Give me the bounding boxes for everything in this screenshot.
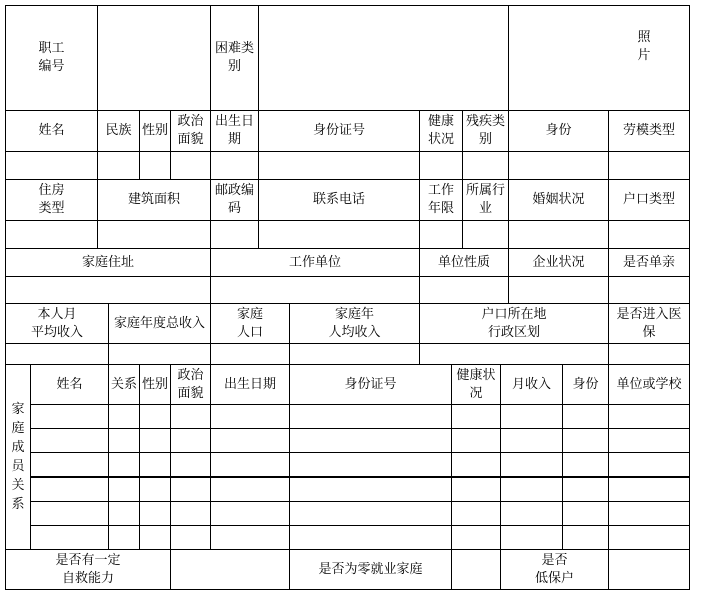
single-parent-header-text: 是否单亲: [622, 254, 675, 270]
family-id-number-field[interactable]: [289, 428, 452, 453]
industry-field[interactable]: [462, 220, 509, 249]
postal-code-field[interactable]: [210, 220, 259, 249]
model-worker-type-header-text: 劳模类型: [622, 123, 675, 138]
work-years-field[interactable]: [419, 220, 463, 249]
family-unit-or-school-field[interactable]: [608, 404, 690, 429]
hukou-type-field[interactable]: [608, 220, 690, 249]
family-unit-or-school-field[interactable]: [608, 452, 690, 477]
family-monthly-income-field[interactable]: [500, 501, 563, 526]
family-relation-header: [108, 364, 140, 405]
family-unit-or-school-field[interactable]: [608, 428, 690, 453]
family-identity-field[interactable]: [562, 525, 609, 550]
monthly-income-field[interactable]: [5, 343, 109, 365]
photo-box[interactable]: [508, 5, 690, 111]
employee-no-field[interactable]: [97, 5, 211, 111]
family-identity-field[interactable]: [562, 477, 609, 502]
single-parent-header: [608, 248, 690, 277]
family-id-number-field[interactable]: [289, 477, 452, 502]
zero-employment-field[interactable]: [451, 549, 501, 590]
family-gender-field[interactable]: [139, 525, 171, 550]
family-id-number-field[interactable]: [289, 452, 452, 477]
health-header: [419, 110, 463, 152]
family-monthly-income-header-text: 月收入: [511, 376, 551, 392]
family-birth-date-field[interactable]: [210, 525, 290, 550]
family-monthly-income-field[interactable]: [500, 477, 563, 502]
employer-nature-header: [419, 248, 509, 277]
family-identity-field[interactable]: [562, 404, 609, 429]
housing-type-header: [5, 179, 98, 221]
political-status-field[interactable]: [170, 151, 211, 180]
medical-insurance-header-text: 是否进入医 保: [616, 306, 682, 340]
family-relation-field[interactable]: [108, 477, 140, 502]
family-annual-income-header: [108, 303, 211, 344]
family-unit-or-school-header-text: 单位或学校: [616, 376, 682, 392]
medical-insurance-field[interactable]: [608, 343, 690, 365]
gender-header-text: 性别: [141, 123, 168, 138]
zero-employment-text: 是否为零就业家庭: [318, 561, 423, 577]
family-relation-header-text: 关系: [110, 376, 137, 392]
id-number-field[interactable]: [258, 151, 420, 180]
family-gender-header-text: 性别: [141, 376, 168, 392]
phone-field[interactable]: [258, 220, 420, 249]
family-health-field[interactable]: [451, 404, 501, 429]
id-number-header: [258, 110, 420, 152]
political-status-header: [170, 110, 211, 152]
difficulty-type-text: 困难类 别: [214, 41, 254, 74]
political-status-header-text: 政治 面貌: [177, 114, 204, 147]
industry-header-text: 所属行 业: [465, 183, 505, 216]
family-name-field[interactable]: [30, 452, 109, 477]
employee-no-label: [5, 5, 98, 111]
family-relation-field[interactable]: [108, 501, 140, 526]
health-field[interactable]: [419, 151, 463, 180]
self-rescue-label: [5, 549, 171, 590]
phone-header: [258, 179, 420, 221]
industry-header: [462, 179, 509, 221]
per-capita-income-header: [289, 303, 420, 344]
work-years-header: [419, 179, 463, 221]
family-health-field[interactable]: [451, 525, 501, 550]
company-status-header: [508, 248, 609, 277]
monthly-income-header: [5, 303, 109, 344]
family-relation-field[interactable]: [108, 428, 140, 453]
family-health-header-text: 健康状 况: [456, 367, 496, 401]
family-members-section-text: 家 庭 成 员 关 系: [11, 402, 25, 512]
hukou-district-header: [419, 303, 609, 344]
gender-field[interactable]: [139, 151, 171, 180]
building-area-header: [97, 179, 211, 221]
employee-no-text: 职工 编号: [38, 41, 65, 74]
difficulty-type-label: [210, 5, 259, 111]
health-header-text: 健康 状况: [427, 114, 454, 147]
company-status-field[interactable]: [508, 276, 609, 304]
postal-code-header-text: 邮政编 码: [214, 183, 254, 216]
hukou-type-header-text: 户口类型: [622, 192, 675, 207]
family-id-number-field[interactable]: [289, 501, 452, 526]
name-header: [5, 110, 98, 152]
family-political-status-field[interactable]: [170, 404, 211, 429]
family-monthly-income-field[interactable]: [500, 404, 563, 429]
work-years-header-text: 工作 年限: [427, 183, 454, 216]
low-income-field[interactable]: [608, 549, 690, 590]
photo-text: 照 片: [637, 30, 651, 63]
family-political-status-field[interactable]: [170, 452, 211, 477]
home-address-field[interactable]: [5, 276, 211, 304]
family-gender-field[interactable]: [139, 452, 171, 477]
family-id-number-field[interactable]: [289, 404, 452, 429]
family-birth-date-header: [210, 364, 290, 405]
postal-code-header: [210, 179, 259, 221]
family-political-status-field[interactable]: [170, 501, 211, 526]
ethnicity-field[interactable]: [97, 151, 140, 180]
family-gender-field[interactable]: [139, 404, 171, 429]
family-monthly-income-field[interactable]: [500, 525, 563, 550]
family-identity-field[interactable]: [562, 452, 609, 477]
housing-type-header-text: 住房 类型: [38, 183, 65, 216]
family-political-status-field[interactable]: [170, 428, 211, 453]
marital-status-header-text: 婚姻状况: [532, 192, 585, 207]
family-identity-field[interactable]: [562, 428, 609, 453]
medical-insurance-header: [608, 303, 690, 344]
low-income-label: [500, 549, 609, 590]
family-name-header: [30, 364, 109, 405]
id-number-header-text: 身份证号: [312, 123, 365, 138]
family-birth-date-field[interactable]: [210, 501, 290, 526]
self-rescue-text: 是否有一定 自救能力: [55, 552, 121, 586]
family-birth-date-field[interactable]: [210, 428, 290, 453]
home-address-header: [5, 248, 211, 277]
identity-field[interactable]: [508, 151, 609, 180]
family-identity-field[interactable]: [562, 501, 609, 526]
disability-type-field[interactable]: [462, 151, 509, 180]
family-birth-date-field[interactable]: [210, 452, 290, 477]
hukou-district-field[interactable]: [419, 343, 609, 365]
family-monthly-income-field[interactable]: [500, 428, 563, 453]
employer-header-text: 工作单位: [288, 254, 341, 270]
identity-header: [508, 110, 609, 152]
family-annual-income-header-text: 家庭年度总收入: [113, 315, 205, 331]
family-political-status-field[interactable]: [170, 525, 211, 550]
birth-date-header: [210, 110, 259, 152]
family-unit-or-school-header: [608, 364, 690, 405]
disability-type-header-text: 残疾类 别: [465, 114, 505, 147]
family-birth-date-header-text: 出生日期: [223, 376, 276, 392]
birth-date-header-text: 出生日 期: [214, 114, 254, 147]
company-status-header-text: 企业状况: [532, 254, 585, 270]
family-birth-date-field[interactable]: [210, 477, 290, 502]
family-unit-or-school-field[interactable]: [608, 477, 690, 502]
family-monthly-income-header: [500, 364, 563, 405]
family-political-status-header: [170, 364, 211, 405]
family-relation-field[interactable]: [108, 525, 140, 550]
family-political-status-field[interactable]: [170, 477, 211, 502]
hukou-district-header-text: 户口所在地 行政区划: [481, 306, 547, 340]
family-relation-field[interactable]: [108, 404, 140, 429]
family-birth-date-field[interactable]: [210, 404, 290, 429]
family-annual-income-field[interactable]: [108, 343, 211, 365]
ethnicity-header: [97, 110, 140, 152]
employer-header: [210, 248, 420, 277]
monthly-income-header-text: 本人月 平均收入: [30, 306, 83, 340]
birth-date-field[interactable]: [210, 151, 259, 180]
name-field[interactable]: [5, 151, 98, 180]
single-parent-field[interactable]: [608, 276, 690, 304]
per-capita-income-header-text: 家庭年 人均收入: [328, 306, 381, 340]
home-address-header-text: 家庭住址: [81, 254, 134, 270]
family-gender-field[interactable]: [139, 428, 171, 453]
family-gender-field[interactable]: [139, 501, 171, 526]
family-size-field[interactable]: [210, 343, 290, 365]
zero-employment-label: [289, 549, 452, 590]
family-size-header-text: 家庭 人口: [236, 306, 263, 340]
family-monthly-income-field[interactable]: [500, 452, 563, 477]
family-health-field[interactable]: [451, 428, 501, 453]
self-rescue-field[interactable]: [170, 549, 290, 590]
family-name-field[interactable]: [30, 428, 109, 453]
building-area-header-text: 建筑面积: [127, 192, 180, 207]
phone-header-text: 联系电话: [312, 192, 365, 207]
low-income-text: 是否 低保户: [534, 552, 574, 586]
family-identity-header-text: 身份: [572, 376, 599, 392]
hukou-type-header: [608, 179, 690, 221]
family-name-field[interactable]: [30, 525, 109, 550]
marital-status-header: [508, 179, 609, 221]
identity-header-text: 身份: [545, 123, 572, 138]
employer-nature-field[interactable]: [419, 276, 509, 304]
family-name-field[interactable]: [30, 501, 109, 526]
model-worker-type-field[interactable]: [608, 151, 690, 180]
family-id-number-field[interactable]: [289, 525, 452, 550]
marital-status-field[interactable]: [508, 220, 609, 249]
employer-field[interactable]: [210, 276, 420, 304]
housing-type-field[interactable]: [5, 220, 98, 249]
per-capita-income-field[interactable]: [289, 343, 420, 365]
ethnicity-header-text: 民族: [105, 123, 132, 138]
family-unit-or-school-field[interactable]: [608, 525, 690, 550]
model-worker-type-header: [608, 110, 690, 152]
family-id-number-header-text: 身份证号: [344, 376, 397, 392]
family-health-field[interactable]: [451, 452, 501, 477]
building-area-field[interactable]: [97, 220, 211, 249]
family-relation-field[interactable]: [108, 452, 140, 477]
family-gender-header: [139, 364, 171, 405]
gender-header: [139, 110, 171, 152]
family-gender-field[interactable]: [139, 477, 171, 502]
family-size-header: [210, 303, 290, 344]
family-health-field[interactable]: [451, 501, 501, 526]
disability-type-header: [462, 110, 509, 152]
family-health-field[interactable]: [451, 477, 501, 502]
family-health-header: [451, 364, 501, 405]
employer-nature-header-text: 单位性质: [437, 254, 490, 270]
family-name-header-text: 姓名: [56, 376, 83, 392]
name-header-text: 姓名: [38, 123, 65, 138]
difficulty-type-field[interactable]: [258, 5, 509, 111]
family-name-field[interactable]: [30, 477, 109, 502]
family-id-number-header: [289, 364, 452, 405]
family-political-status-header-text: 政治 面貌: [177, 367, 204, 401]
family-name-field[interactable]: [30, 404, 109, 429]
family-members-section-label: [5, 364, 31, 550]
family-identity-header: [562, 364, 609, 405]
family-unit-or-school-field[interactable]: [608, 501, 690, 526]
